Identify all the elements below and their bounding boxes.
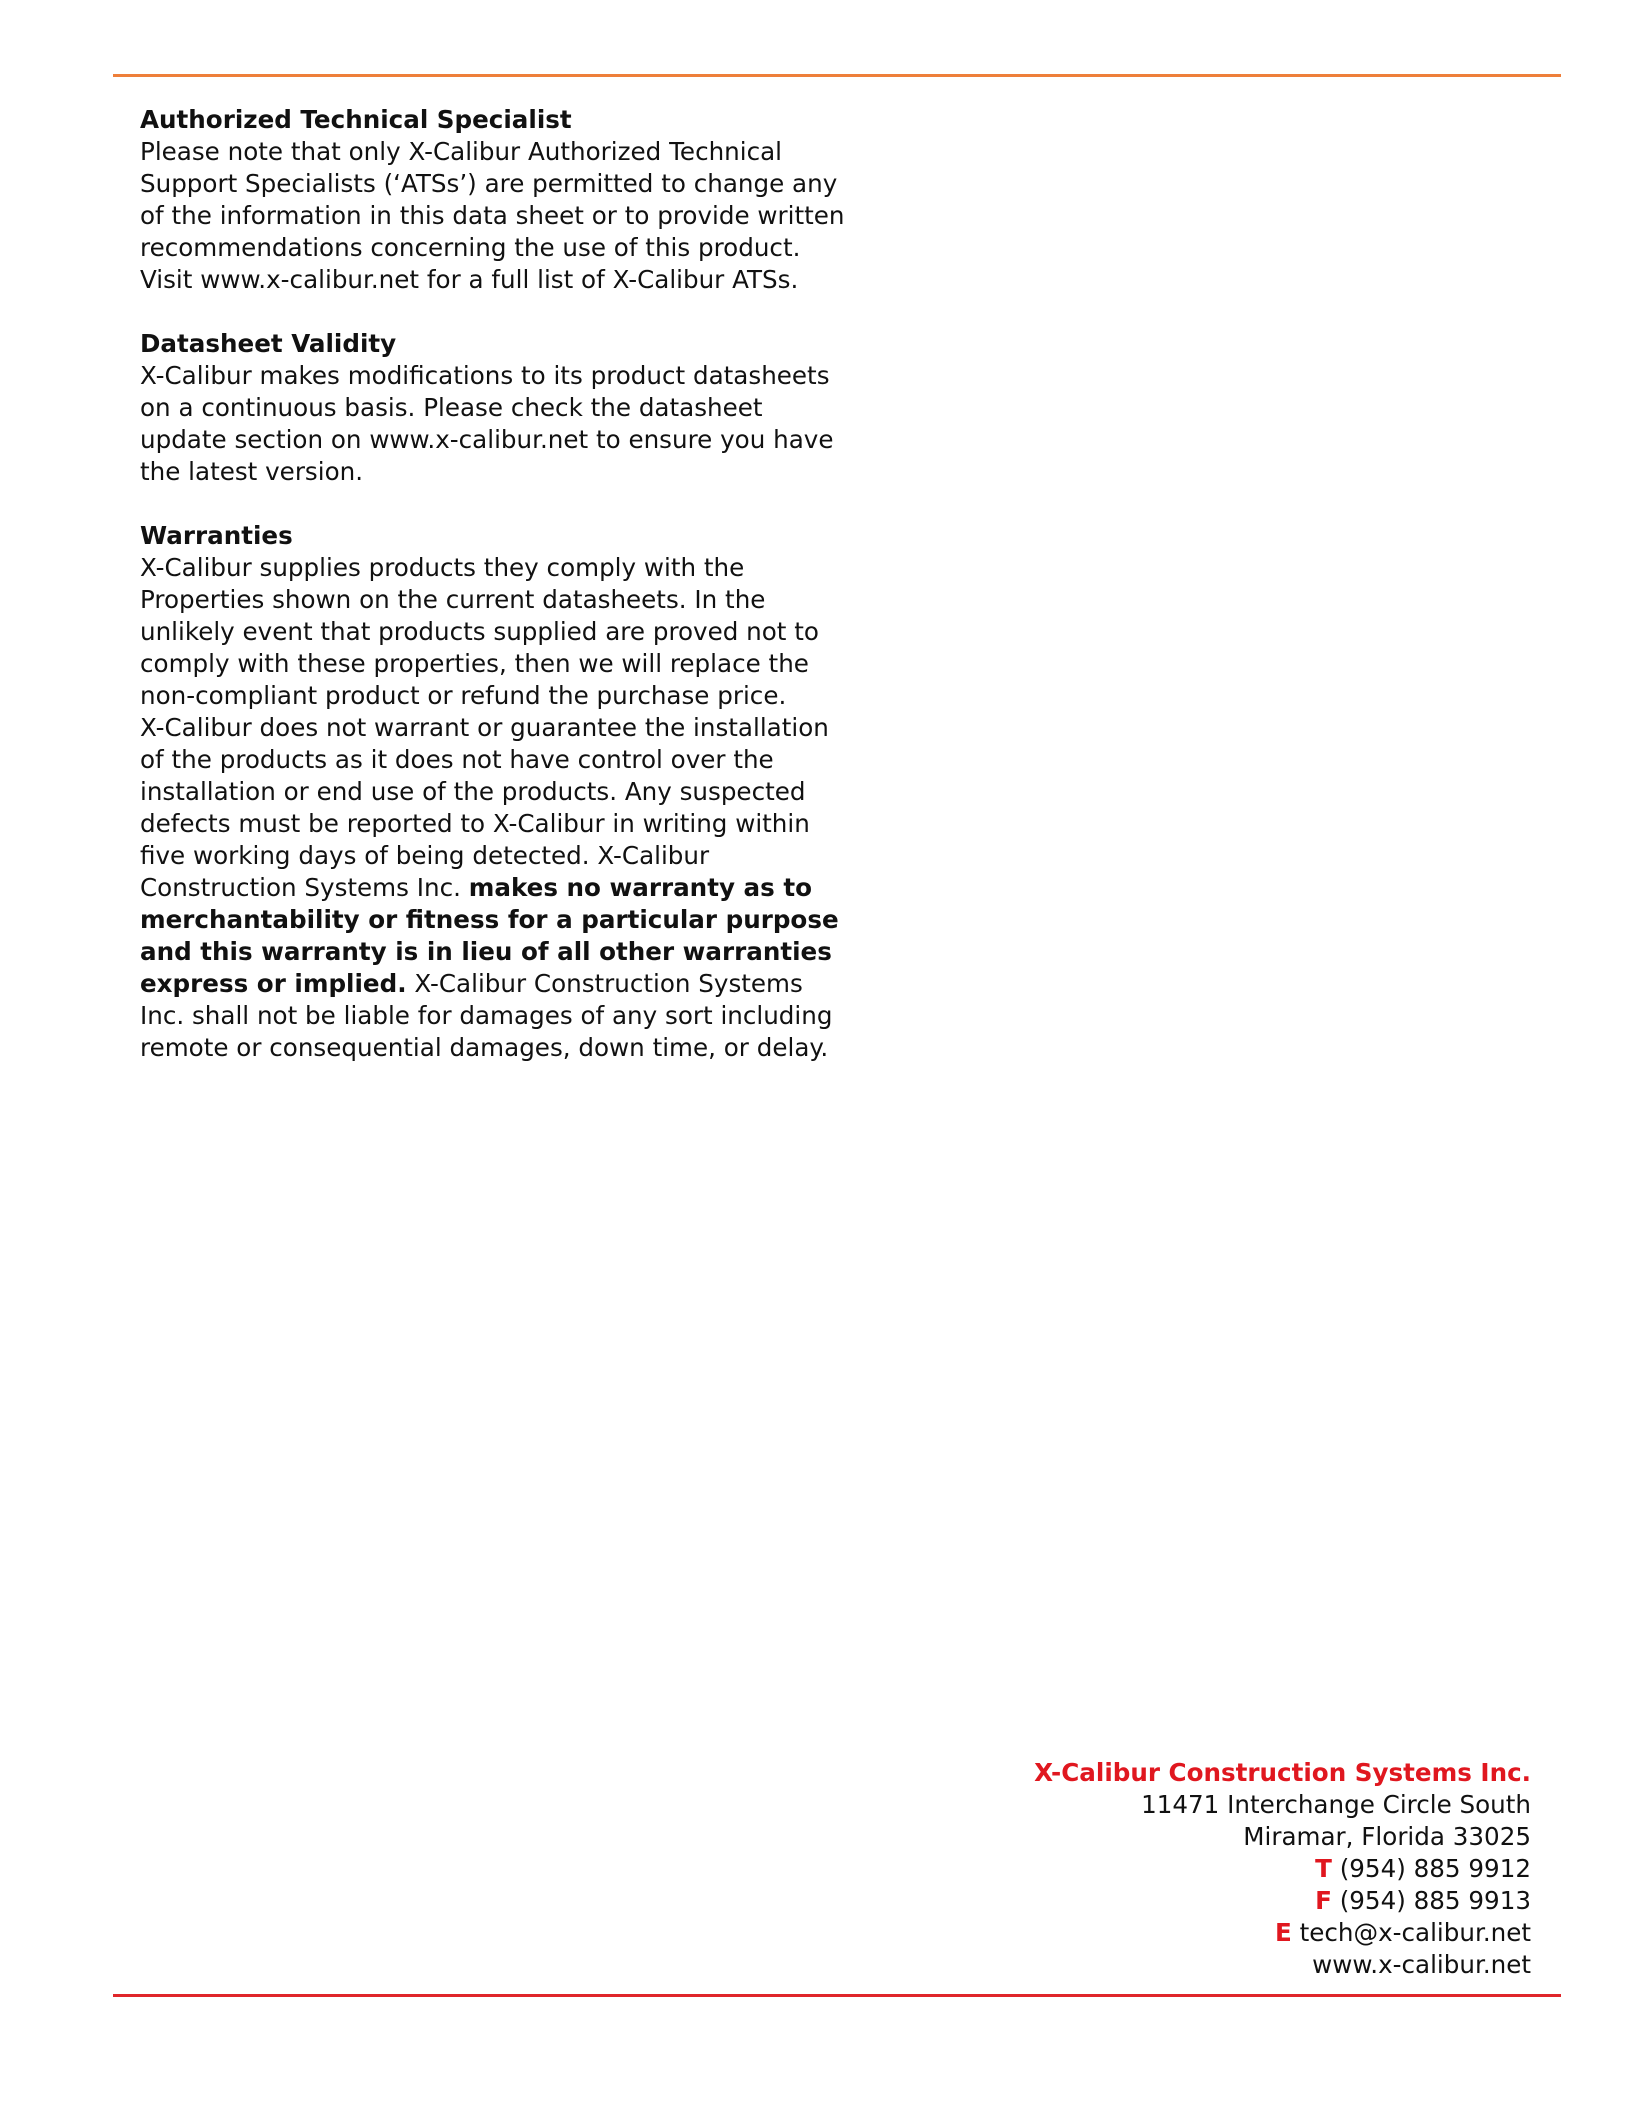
address-line: 11471 Interchange Circle South — [1141, 1790, 1531, 1819]
contact-block — [1034, 1757, 1531, 1981]
paragraph-line: non-compliant product or refund the purchase price. — [140, 681, 787, 710]
paragraph-line-mixed — [140, 872, 820, 904]
email-label: E — [1274, 1918, 1292, 1947]
phone-number: (954) 885 9912 — [1331, 1854, 1531, 1883]
paragraph-line: Support Specialists (‘ATSs’) are permitted to change any — [140, 169, 838, 198]
datasheet-body — [140, 104, 845, 1096]
paragraph-line: Please note that only X-Calibur Authorized Technical — [140, 137, 783, 166]
paragraph-line: of the information in this data sheet or to provide written — [140, 201, 845, 230]
paragraph-line: Inc. shall not be liable for damages of any sort including — [140, 1001, 833, 1030]
paragraph-line: defects must be reported to X-Calibur in writing within — [140, 809, 810, 838]
section-authorized-technical-specialist — [140, 104, 845, 296]
phone-line — [1034, 1853, 1531, 1885]
paragraph-line: of the products as it does not have control over the — [140, 745, 774, 774]
paragraph-line: installation or end use of the products. Any suspected — [140, 777, 806, 806]
address-line: Miramar, Florida 33025 — [1243, 1822, 1531, 1851]
paragraph-line: Properties shown on the current datasheets. In the — [140, 585, 766, 614]
paragraph-line: X-Calibur makes modifications to its product datasheets — [140, 361, 830, 390]
email-line — [1034, 1917, 1531, 1949]
section-datasheet-validity — [140, 328, 834, 488]
paragraph-line-mixed — [140, 968, 820, 1000]
section-warranties — [140, 520, 839, 1064]
paragraph-line: unlikely event that products supplied are proved not to — [140, 617, 819, 646]
paragraph-line: the latest version. — [140, 457, 364, 486]
paragraph-line: comply with these properties, then we will replace the — [140, 649, 809, 678]
section-title: Warranties — [140, 521, 293, 550]
paragraph-line: X-Calibur supplies products they comply with the — [140, 553, 745, 582]
section-title: Datasheet Validity — [140, 329, 397, 358]
paragraph-line-bold: and this warranty is in lieu of all other warranties — [140, 937, 832, 966]
top-divider — [113, 74, 1561, 77]
paragraph-line-bold: merchantability or fitness for a particular purpose — [140, 905, 839, 934]
fax-number: (954) 885 9913 — [1331, 1886, 1531, 1915]
bold-text: express or implied. — [140, 969, 407, 998]
bold-text: makes no warranty as to — [468, 873, 812, 902]
phone-label: T — [1315, 1854, 1332, 1883]
normal-text: X-Calibur Construction Systems — [406, 969, 803, 998]
paragraph-line: recommendations concerning the use of this product. — [140, 233, 801, 262]
fax-label: F — [1315, 1886, 1332, 1915]
paragraph-line: update section on www.x-calibur.net to ensure you have — [140, 425, 834, 454]
email-address: tech@x-calibur.net — [1291, 1918, 1531, 1947]
section-title: Authorized Technical Specialist — [140, 105, 572, 134]
paragraph-line: on a continuous basis. Please check the datasheet — [140, 393, 763, 422]
fax-line — [1034, 1885, 1531, 1917]
bottom-divider — [113, 1994, 1561, 1997]
paragraph-line: Visit www.x-calibur.net for a full list of X-Calibur ATSs. — [140, 265, 799, 294]
company-name: X-Calibur Construction Systems Inc. — [1034, 1758, 1531, 1787]
paragraph-line: five working days of being detected. X-Calibur — [140, 841, 710, 870]
normal-text: Construction Systems Inc. — [140, 873, 469, 902]
website-link: www.x-calibur.net — [1312, 1950, 1531, 1979]
paragraph-line: remote or consequential damages, down time, or delay. — [140, 1033, 829, 1062]
paragraph-line: X-Calibur does not warrant or guarantee the installation — [140, 713, 829, 742]
